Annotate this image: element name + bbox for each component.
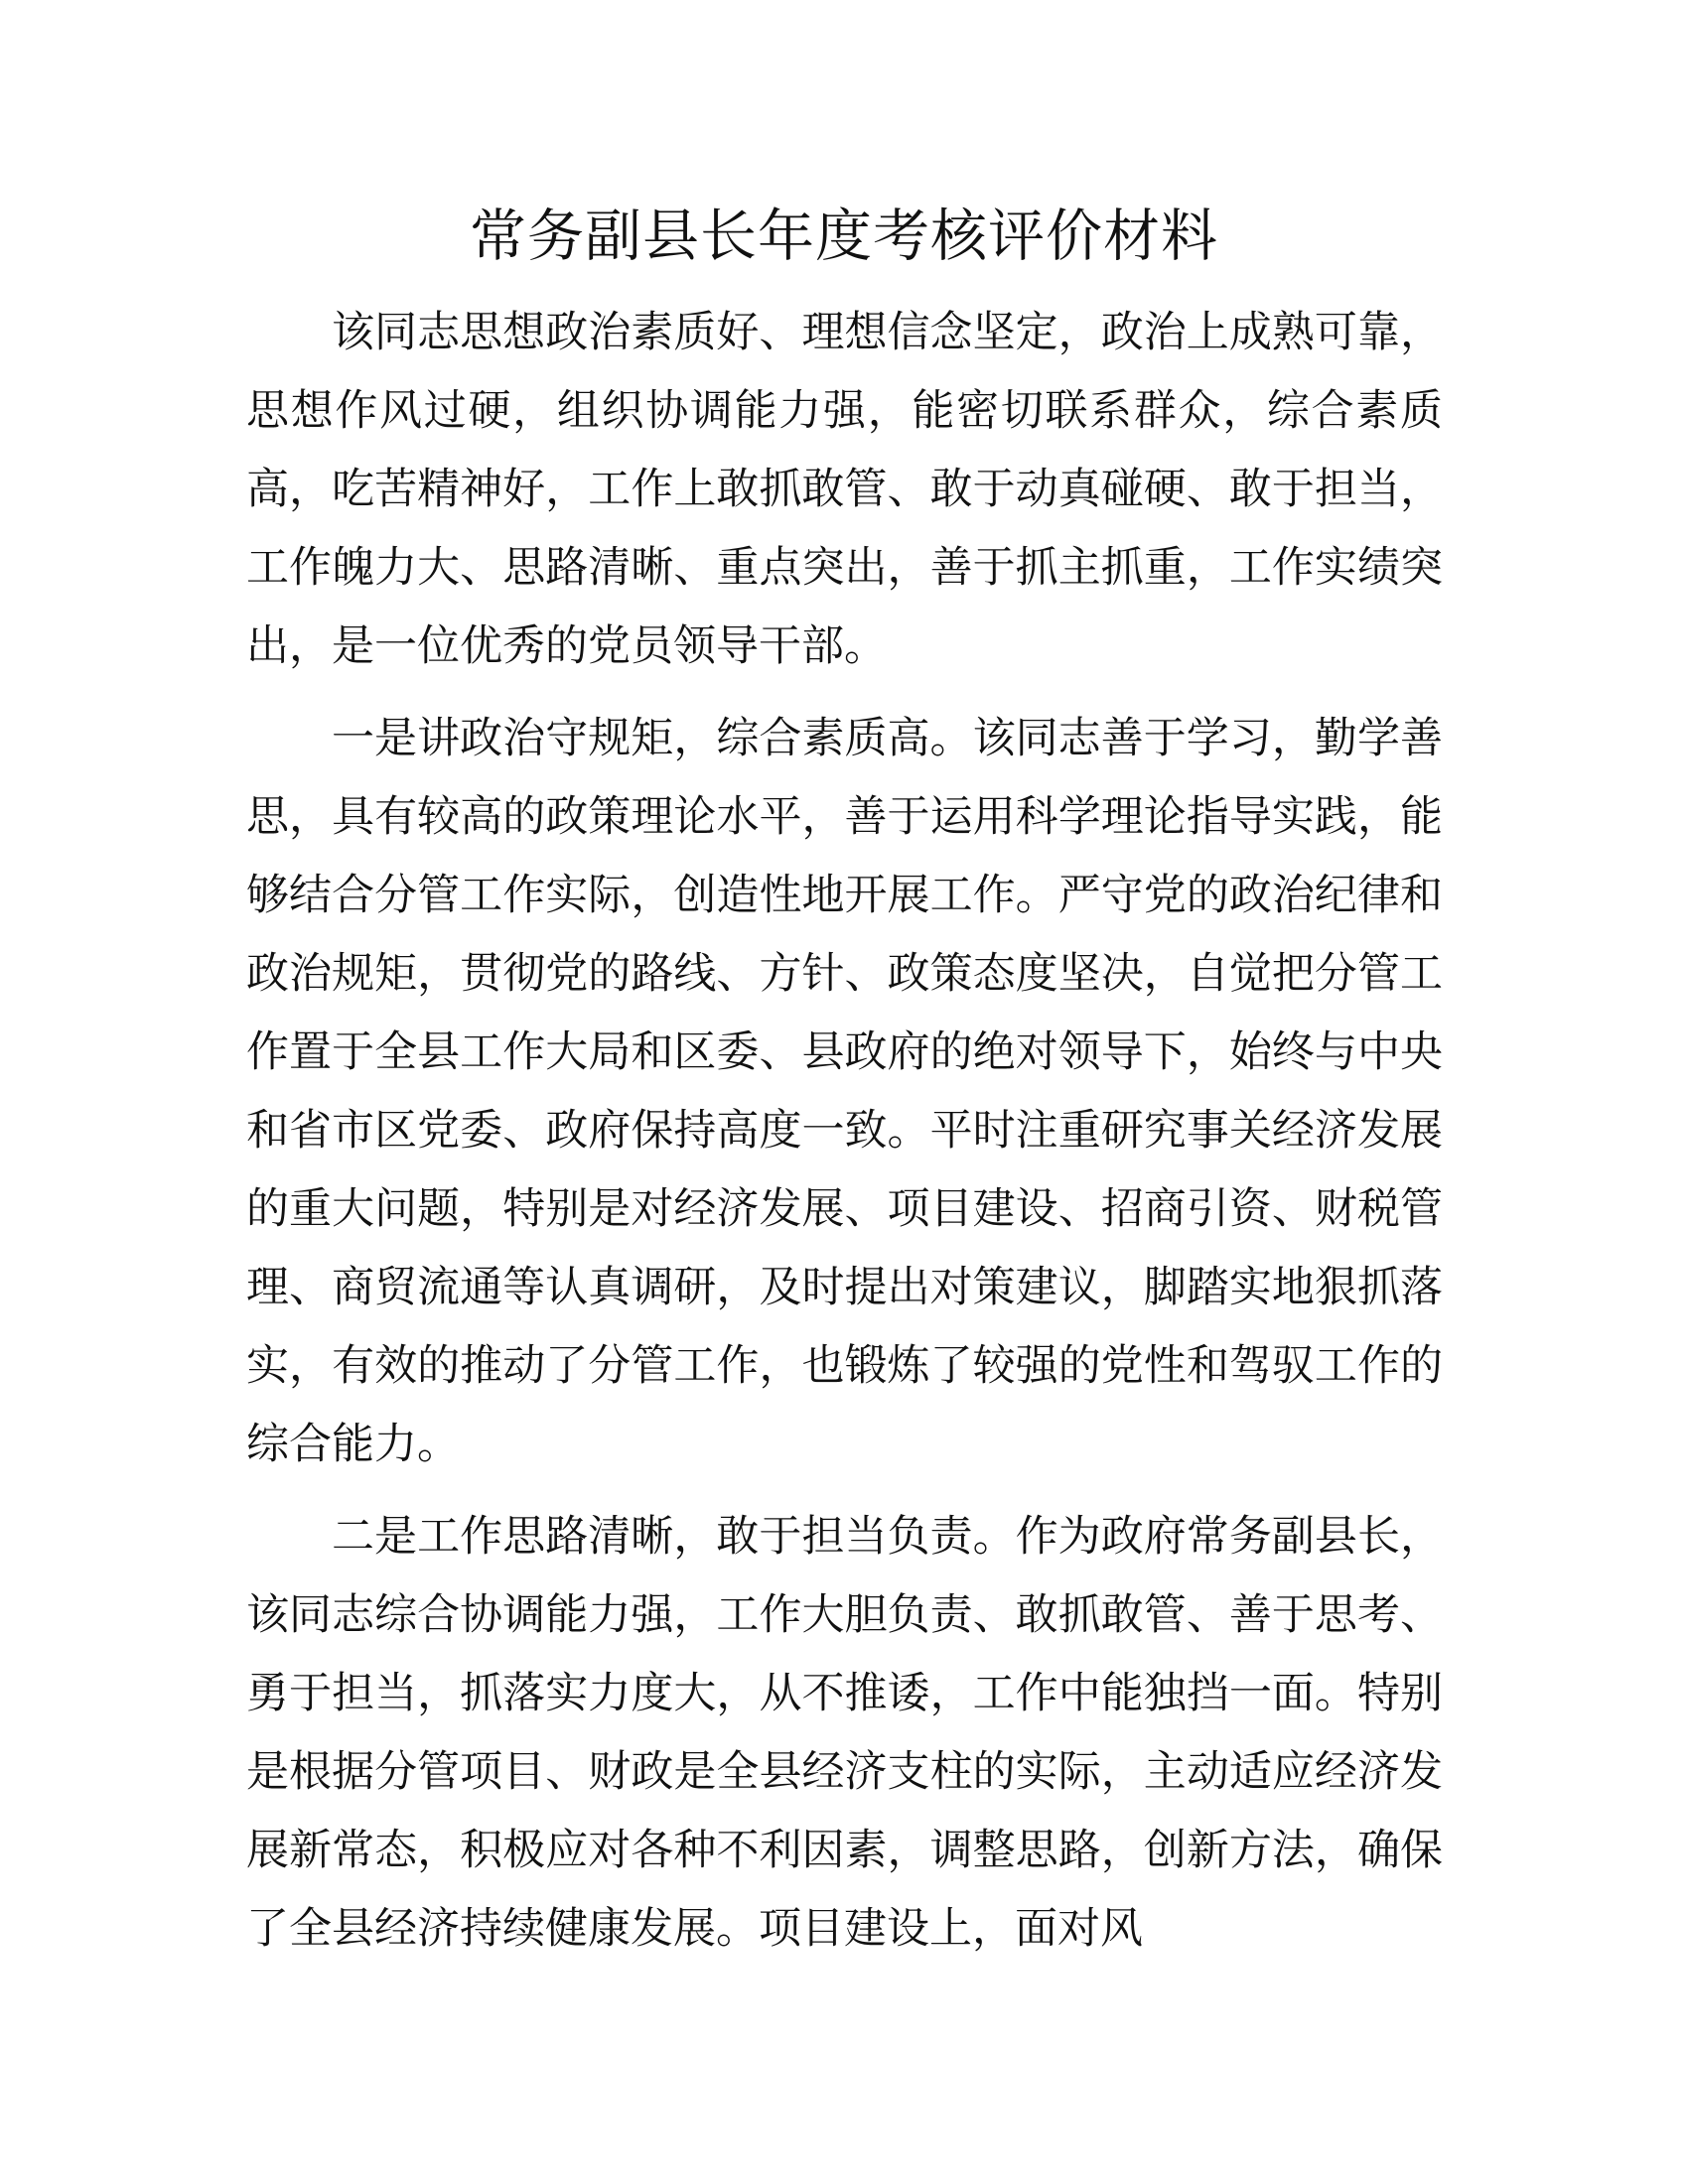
paragraph-politics: 一是讲政治守规矩，综合素质高。该同志善于学习，勤学善思，具有较高的政策理论水平，善于运用科学理论指导实践，能够结合分管工作实际，创造性地开展工作。严守党的政治纪律和政治规矩，贯彻党的路线、方针、政策态度坚决，自觉把分管工作置于全县工作大局和区委、县政府的绝对领导下，始终与中央和省市区党委、政府保持高度一致。平时注重研究事关经济发展的重大问题，特别是对经济发展、项目建设、招商引资、财税管理、商贸流通等认真调研，及时提出对策建议，脚踏实地狠抓落实，有效的推动了分管工作，也锻炼了较强的党性和驾驭工作的综合能力。 <box>246 714 1443 1469</box>
document-title: 常务副县长年度考核评价材料 <box>470 204 1218 269</box>
paragraph-summary: 该同志思想政治素质好、理想信念坚定，政治上成熟可靠，思想作风过硬，组织协调能力强，能密切联系群众，综合素质高，吃苦精神好，工作上敢抓敢管、敢于动真碰硬、敢于担当，工作魄力大、思路清晰、重点突出，善于抓主抓重，工作实绩突出，是一位优秀的党员领导干部。 <box>246 308 1443 671</box>
document-body <box>246 294 1443 1982</box>
paragraph-work-approach: 二是工作思路清晰，敢于担当负责。作为政府常务副县长，该同志综合协调能力强，工作大胆负责、敢抓敢管、善于思考、勇于担当，抓落实力度大，从不推诿，工作中能独挡一面。特别是根据分管项目、财政是全县经济支柱的实际，主动适应经济发展新常态，积极应对各种不利因素，调整思路，创新方法，确保了全县经济持续健康发展。项目建设上，面对风 <box>246 1512 1443 1954</box>
